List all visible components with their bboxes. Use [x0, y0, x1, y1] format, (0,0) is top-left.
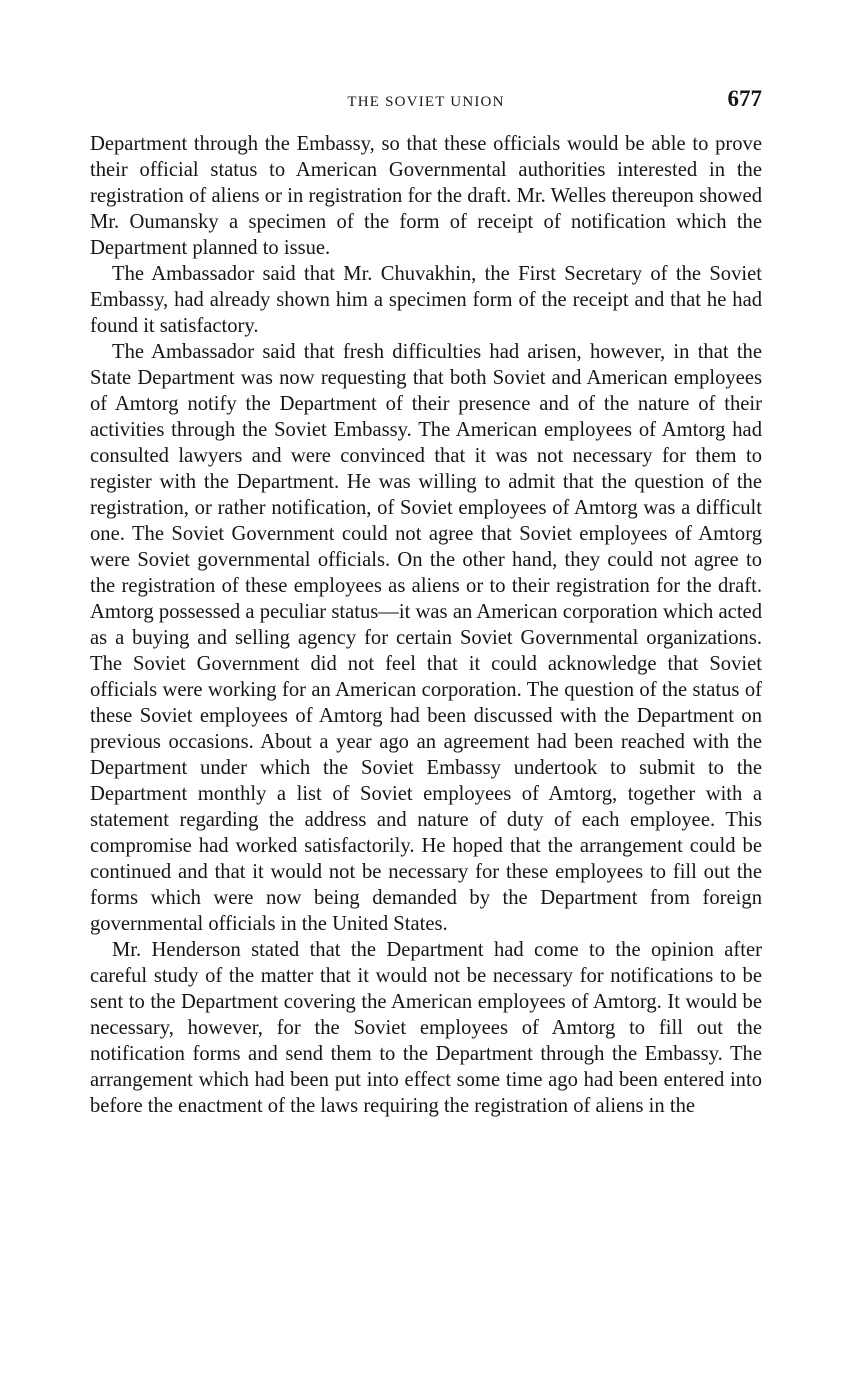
body-text: [90, 131, 762, 1119]
paragraph-chuvakhin: The Ambassador said that Mr. Chuvakhin, the First Secretary of the Soviet Embassy, had already shown him a specimen form of the receipt and that he had found it satisfactory.: [90, 263, 762, 337]
running-header: [90, 86, 762, 118]
page-number: 677: [727, 86, 762, 111]
paragraph-henderson: Mr. Henderson stated that the Department had come to the opinion after careful study of the matter that it would not be necessary for notifications to be sent to the Department covering the American employees of Amtorg. It would be necessary, however, for the Soviet employees of Amtorg to fill out the notification forms and send them to the Department through the Embassy. The arrangement which had been put into effect some time ago had been entered into before the enactment of the laws requiring the registration of aliens in the: [90, 939, 762, 1117]
paragraph-amtorg-difficulties: The Ambassador said that fresh difficulties had arisen, however, in that the State Department was now requesting that both Soviet and American employees of Amtorg notify the Department of their presence and of the nature of their activities through the Soviet Embassy. The American employees of Amtorg had consulted lawyers and were convinced that it was not necessary for them to register with the Department. He was willing to admit that the question of the registration, or rather notification, of Soviet employees of Amtorg was a difficult one. The Soviet Government could not agree that Soviet employees of Amtorg were Soviet governmental officials. On the other hand, they could not agree to the registration of these employees as aliens or to their registration for the draft. Amtorg possessed a peculiar status—it was an American corporation which acted as a buying and selling agency for certain Soviet Governmental organizations. The Soviet Government did not feel that it could acknowledge that Soviet officials were working for an American corporation. The question of the status of these Soviet employees of Amtorg had been discussed with the Department on previous occasions. About a year ago an agreement had been reached with the Department under which the Soviet Embassy undertook to submit to the Department monthly a list of Soviet employees of Amtorg, together with a statement regarding the address and nature of duty of each employee. This compromise had worked satisfactorily. He hoped that the arrangement could be continued and that it would not be necessary for these employees to fill out the forms which were now being demanded by the Department from foreign governmental officials in the United States.: [90, 341, 762, 935]
running-title: THE SOVIET UNION: [347, 94, 505, 110]
paragraph-continuation: Department through the Embassy, so that these officials would be able to prove their official status to American Governmental authorities interested in the registration of aliens or in registration for the draft. Mr. Welles thereupon showed Mr. Oumansky a specimen of the form of receipt of notification which the Department planned to issue.: [90, 133, 762, 259]
